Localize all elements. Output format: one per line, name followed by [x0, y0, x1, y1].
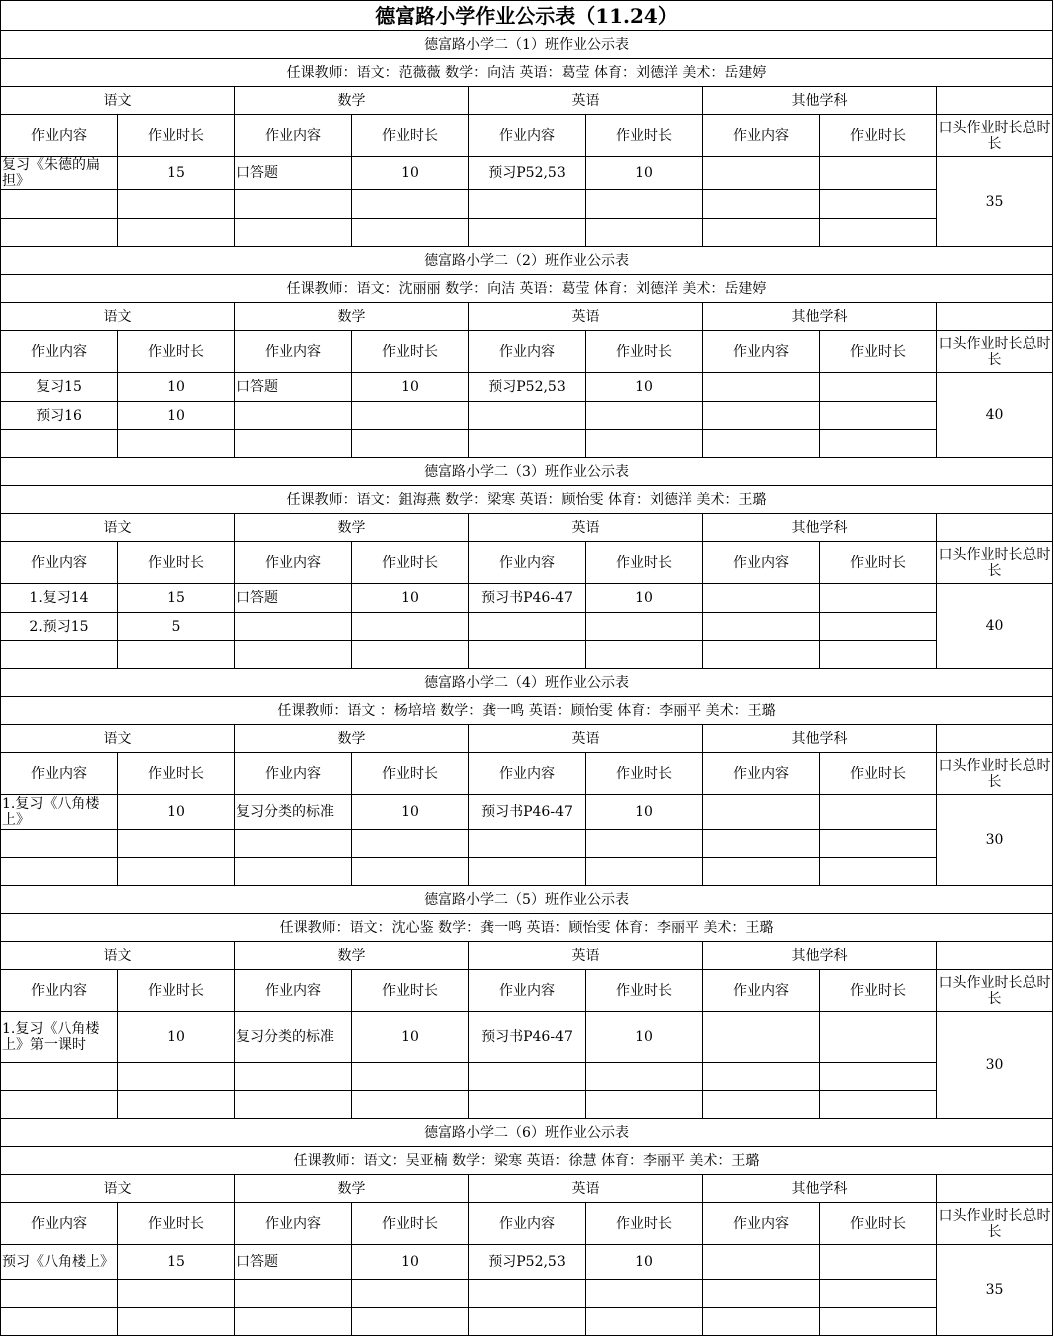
homework-cell [703, 373, 820, 402]
subject-header: 英语 [469, 303, 703, 331]
homework-cell [118, 1091, 235, 1119]
column-header: 作业时长 [352, 753, 469, 795]
homework-cell: 10 [586, 157, 703, 190]
homework-cell [469, 641, 586, 669]
sheet-title: 德富路小学作业公示表（11.24） [1, 1, 1053, 31]
homework-cell [586, 219, 703, 247]
homework-cell [1, 641, 118, 669]
column-header: 作业时长 [586, 753, 703, 795]
subject-header: 语文 [1, 303, 235, 331]
homework-cell: 10 [586, 373, 703, 402]
homework-cell: 口答题 [235, 157, 352, 190]
homework-cell: 预习P52,53 [469, 1245, 586, 1280]
homework-cell [586, 1091, 703, 1119]
homework-row [1, 1245, 1053, 1280]
homework-cell [1, 1280, 118, 1308]
homework-row [1, 219, 1053, 247]
homework-cell [703, 830, 820, 858]
column-header: 作业时长 [586, 1203, 703, 1245]
homework-cell: 预习16 [1, 402, 118, 430]
teachers-row [1, 1147, 1053, 1175]
homework-cell [1, 1308, 118, 1336]
homework-cell [118, 219, 235, 247]
homework-row [1, 430, 1053, 458]
column-header: 作业内容 [469, 1203, 586, 1245]
homework-cell [235, 1308, 352, 1336]
column-header: 作业时长 [586, 331, 703, 373]
homework-cell [352, 1280, 469, 1308]
subject-header: 数学 [235, 1175, 469, 1203]
homework-cell [469, 190, 586, 219]
homework-row [1, 795, 1053, 830]
homework-cell [352, 1063, 469, 1091]
homework-cell: 预习书P46-47 [469, 584, 586, 613]
homework-cell: 1.复习《八角楼上》第一课时 [1, 1012, 118, 1063]
column-header: 作业时长 [586, 970, 703, 1012]
homework-cell [703, 157, 820, 190]
homework-cell [820, 1091, 937, 1119]
homework-cell: 10 [586, 795, 703, 830]
homework-cell [118, 190, 235, 219]
homework-cell: 10 [352, 1012, 469, 1063]
subject-header: 语文 [1, 725, 235, 753]
column-header: 作业时长 [820, 1203, 937, 1245]
class-heading: 德富路小学二（1）班作业公示表 [1, 31, 1053, 59]
column-header: 作业内容 [469, 542, 586, 584]
homework-cell [235, 613, 352, 641]
homework-cell [586, 190, 703, 219]
subject-header: 其他学科 [703, 514, 937, 542]
homework-cell [352, 858, 469, 886]
column-header: 作业内容 [1, 970, 118, 1012]
homework-row [1, 157, 1053, 190]
homework-cell [352, 190, 469, 219]
teachers-row [1, 697, 1053, 725]
homework-cell [820, 641, 937, 669]
column-header: 作业内容 [469, 753, 586, 795]
homework-cell: 预习《八角楼上》 [1, 1245, 118, 1280]
homework-cell [235, 858, 352, 886]
homework-cell [703, 1012, 820, 1063]
column-header-row [1, 753, 1053, 795]
class-heading-row [1, 247, 1053, 275]
column-header: 作业时长 [820, 115, 937, 157]
homework-cell [118, 830, 235, 858]
homework-row [1, 584, 1053, 613]
column-header: 作业内容 [703, 331, 820, 373]
subject-header-blank [937, 514, 1053, 542]
class-heading-row [1, 1119, 1053, 1147]
homework-cell [820, 858, 937, 886]
homework-cell: 预习书P46-47 [469, 795, 586, 830]
homework-cell [469, 830, 586, 858]
homework-cell [1, 219, 118, 247]
homework-cell [820, 584, 937, 613]
subject-header-blank [937, 1175, 1053, 1203]
homework-cell [235, 430, 352, 458]
column-header: 作业时长 [352, 115, 469, 157]
subject-header-blank [937, 87, 1053, 115]
column-header: 作业内容 [235, 753, 352, 795]
homework-cell [820, 1012, 937, 1063]
homework-cell [235, 1280, 352, 1308]
homework-cell [352, 1308, 469, 1336]
homework-cell: 5 [118, 613, 235, 641]
column-header: 作业内容 [1, 753, 118, 795]
column-header: 作业时长 [352, 1203, 469, 1245]
homework-cell [703, 402, 820, 430]
homework-cell [469, 402, 586, 430]
homework-cell [118, 1063, 235, 1091]
homework-cell [820, 402, 937, 430]
oral-total-value: 30 [937, 795, 1053, 886]
column-header: 作业时长 [820, 542, 937, 584]
homework-cell [352, 641, 469, 669]
class-heading: 德富路小学二（4）班作业公示表 [1, 669, 1053, 697]
homework-cell [469, 430, 586, 458]
subject-header: 英语 [469, 87, 703, 115]
teacher-list: 任课教师：语文：沈丽丽 数学：向洁 英语：葛莹 体育：刘德洋 美术：岳建婷 [1, 275, 1053, 303]
homework-row [1, 373, 1053, 402]
column-header: 作业时长 [352, 331, 469, 373]
subject-header: 数学 [235, 725, 469, 753]
subject-header-row [1, 725, 1053, 753]
homework-cell: 10 [586, 584, 703, 613]
homework-cell: 10 [352, 157, 469, 190]
column-header: 作业时长 [118, 331, 235, 373]
homework-cell [820, 613, 937, 641]
homework-cell [1, 1091, 118, 1119]
homework-cell: 10 [118, 373, 235, 402]
oral-total-value: 35 [937, 157, 1053, 247]
homework-cell [820, 190, 937, 219]
column-header: 作业内容 [235, 115, 352, 157]
homework-cell [586, 1063, 703, 1091]
oral-total-header: 口头作业时长总时长 [937, 753, 1053, 795]
homework-cell [118, 1280, 235, 1308]
class-heading-row [1, 886, 1053, 914]
subject-header: 英语 [469, 942, 703, 970]
subject-header-blank [937, 942, 1053, 970]
homework-cell [235, 1091, 352, 1119]
homework-cell [820, 157, 937, 190]
homework-cell [469, 1091, 586, 1119]
homework-cell [820, 795, 937, 830]
homework-row [1, 641, 1053, 669]
subject-header: 数学 [235, 514, 469, 542]
homework-cell [820, 1280, 937, 1308]
oral-total-header: 口头作业时长总时长 [937, 331, 1053, 373]
teachers-row [1, 486, 1053, 514]
subject-header: 英语 [469, 514, 703, 542]
subject-header: 其他学科 [703, 725, 937, 753]
class-heading: 德富路小学二（3）班作业公示表 [1, 458, 1053, 486]
homework-cell [352, 430, 469, 458]
column-header: 作业内容 [703, 970, 820, 1012]
homework-cell: 10 [352, 373, 469, 402]
oral-total-value: 35 [937, 1245, 1053, 1336]
column-header: 作业内容 [1, 542, 118, 584]
homework-cell [235, 219, 352, 247]
subject-header: 其他学科 [703, 1175, 937, 1203]
class-heading-row [1, 458, 1053, 486]
homework-cell [352, 613, 469, 641]
homework-cell: 15 [118, 584, 235, 613]
column-header: 作业内容 [469, 331, 586, 373]
subject-header: 语文 [1, 1175, 235, 1203]
column-header: 作业内容 [703, 115, 820, 157]
homework-cell [469, 219, 586, 247]
subject-header-row [1, 514, 1053, 542]
homework-cell [352, 1091, 469, 1119]
subject-header: 数学 [235, 942, 469, 970]
homework-cell [235, 1063, 352, 1091]
homework-cell: 复习15 [1, 373, 118, 402]
oral-total-header: 口头作业时长总时长 [937, 542, 1053, 584]
homework-cell [703, 1091, 820, 1119]
homework-cell: 10 [118, 1012, 235, 1063]
column-header: 作业内容 [1, 331, 118, 373]
class-heading-row [1, 31, 1053, 59]
column-header: 作业内容 [469, 970, 586, 1012]
class-heading: 德富路小学二（2）班作业公示表 [1, 247, 1053, 275]
column-header: 作业时长 [586, 115, 703, 157]
homework-row [1, 1091, 1053, 1119]
subject-header: 数学 [235, 303, 469, 331]
homework-row [1, 402, 1053, 430]
homework-cell [469, 1308, 586, 1336]
column-header: 作业时长 [118, 970, 235, 1012]
homework-cell [820, 219, 937, 247]
homework-cell [820, 830, 937, 858]
homework-cell [118, 858, 235, 886]
subject-header: 数学 [235, 87, 469, 115]
homework-cell: 15 [118, 1245, 235, 1280]
teachers-row [1, 914, 1053, 942]
homework-cell [703, 190, 820, 219]
column-header-row [1, 115, 1053, 157]
column-header: 作业时长 [352, 542, 469, 584]
homework-cell [703, 858, 820, 886]
class-heading: 德富路小学二（5）班作业公示表 [1, 886, 1053, 914]
homework-cell [820, 430, 937, 458]
subject-header: 语文 [1, 514, 235, 542]
subject-header-row [1, 942, 1053, 970]
homework-cell [703, 1063, 820, 1091]
homework-cell: 复习分类的标准 [235, 1012, 352, 1063]
homework-cell [703, 430, 820, 458]
teacher-list: 任课教师：语文 ：杨培培 数学：龚一鸣 英语：顾怡雯 体育：李丽平 美术：王璐 [1, 697, 1053, 725]
homework-row [1, 1012, 1053, 1063]
homework-cell: 预习P52,53 [469, 373, 586, 402]
homework-cell: 口答题 [235, 584, 352, 613]
column-header: 作业时长 [352, 970, 469, 1012]
homework-cell: 口答题 [235, 1245, 352, 1280]
homework-cell [1, 430, 118, 458]
homework-cell: 预习P52,53 [469, 157, 586, 190]
teachers-row [1, 59, 1053, 87]
homework-cell [820, 1308, 937, 1336]
homework-row [1, 1063, 1053, 1091]
homework-cell [235, 641, 352, 669]
teacher-list: 任课教师：语文：沈心鉴 数学：龚一鸣 英语：顾怡雯 体育：李丽平 美术：王璐 [1, 914, 1053, 942]
homework-cell: 10 [586, 1245, 703, 1280]
homework-cell [469, 613, 586, 641]
subject-header-row [1, 1175, 1053, 1203]
homework-cell [703, 1245, 820, 1280]
column-header: 作业内容 [235, 1203, 352, 1245]
homework-row [1, 1280, 1053, 1308]
homework-cell: 1.复习《八角楼上》 [1, 795, 118, 830]
column-header-row [1, 331, 1053, 373]
subject-header: 英语 [469, 1175, 703, 1203]
homework-cell: 15 [118, 157, 235, 190]
homework-cell: 10 [352, 795, 469, 830]
column-header: 作业时长 [118, 115, 235, 157]
subject-header: 其他学科 [703, 87, 937, 115]
column-header: 作业时长 [118, 753, 235, 795]
oral-total-value: 40 [937, 373, 1053, 458]
homework-cell [586, 402, 703, 430]
homework-cell [586, 613, 703, 641]
homework-cell [118, 430, 235, 458]
subject-header: 语文 [1, 942, 235, 970]
homework-cell [118, 641, 235, 669]
homework-cell [820, 373, 937, 402]
homework-cell: 复习分类的标准 [235, 795, 352, 830]
column-header: 作业内容 [1, 1203, 118, 1245]
homework-cell: 10 [352, 584, 469, 613]
column-header-row [1, 970, 1053, 1012]
homework-cell [352, 219, 469, 247]
column-header: 作业内容 [703, 1203, 820, 1245]
subject-header: 其他学科 [703, 942, 937, 970]
homework-cell [1, 1063, 118, 1091]
homework-cell [586, 830, 703, 858]
subject-header-row [1, 87, 1053, 115]
homework-row [1, 1308, 1053, 1336]
column-header: 作业时长 [820, 331, 937, 373]
oral-total-value: 30 [937, 1012, 1053, 1119]
oral-total-header: 口头作业时长总时长 [937, 1203, 1053, 1245]
homework-cell: 10 [118, 402, 235, 430]
subject-header-blank [937, 725, 1053, 753]
subject-header-blank [937, 303, 1053, 331]
homework-cell [703, 219, 820, 247]
homework-row [1, 858, 1053, 886]
homework-cell [703, 795, 820, 830]
column-header: 作业内容 [235, 542, 352, 584]
column-header-row [1, 542, 1053, 584]
homework-cell [703, 613, 820, 641]
homework-cell [118, 1308, 235, 1336]
homework-cell [469, 1280, 586, 1308]
column-header: 作业内容 [235, 970, 352, 1012]
homework-cell [820, 1245, 937, 1280]
homework-cell [586, 1308, 703, 1336]
homework-cell [352, 402, 469, 430]
homework-cell [235, 190, 352, 219]
homework-cell [586, 1280, 703, 1308]
column-header: 作业内容 [703, 753, 820, 795]
homework-cell: 2.预习15 [1, 613, 118, 641]
column-header: 作业时长 [820, 753, 937, 795]
homework-cell [469, 1063, 586, 1091]
homework-cell: 10 [586, 1012, 703, 1063]
homework-row [1, 190, 1053, 219]
homework-cell [703, 641, 820, 669]
teacher-list: 任课教师：语文：吴亚楠 数学：梁寒 英语：徐慧 体育：李丽平 美术：王璐 [1, 1147, 1053, 1175]
homework-cell: 预习书P46-47 [469, 1012, 586, 1063]
homework-cell: 1.复习14 [1, 584, 118, 613]
homework-cell [352, 830, 469, 858]
column-header: 作业内容 [469, 115, 586, 157]
column-header: 作业内容 [703, 542, 820, 584]
column-header: 作业时长 [118, 1203, 235, 1245]
homework-cell [703, 1308, 820, 1336]
oral-total-header: 口头作业时长总时长 [937, 115, 1053, 157]
column-header: 作业内容 [1, 115, 118, 157]
subject-header: 英语 [469, 725, 703, 753]
homework-cell [469, 858, 586, 886]
homework-cell: 复习《朱德的扁担》 [1, 157, 118, 190]
homework-cell [703, 1280, 820, 1308]
homework-cell: 10 [118, 795, 235, 830]
column-header: 作业时长 [586, 542, 703, 584]
title-row [1, 1, 1053, 31]
teachers-row [1, 275, 1053, 303]
homework-row [1, 830, 1053, 858]
homework-cell [1, 190, 118, 219]
subject-header-row [1, 303, 1053, 331]
oral-total-value: 40 [937, 584, 1053, 669]
column-header: 作业时长 [118, 542, 235, 584]
homework-cell [820, 1063, 937, 1091]
teacher-list: 任课教师：语文：鉏海燕 数学：梁寒 英语：顾怡雯 体育：刘德洋 美术：王璐 [1, 486, 1053, 514]
homework-cell [235, 830, 352, 858]
homework-cell [586, 641, 703, 669]
teacher-list: 任课教师：语文：范薇薇 数学：向洁 英语：葛莹 体育：刘德洋 美术：岳建婷 [1, 59, 1053, 87]
column-header-row [1, 1203, 1053, 1245]
homework-cell [235, 402, 352, 430]
homework-cell [1, 858, 118, 886]
subject-header: 其他学科 [703, 303, 937, 331]
subject-header: 语文 [1, 87, 235, 115]
class-heading: 德富路小学二（6）班作业公示表 [1, 1119, 1053, 1147]
oral-total-header: 口头作业时长总时长 [937, 970, 1053, 1012]
homework-cell: 口答题 [235, 373, 352, 402]
class-heading-row [1, 669, 1053, 697]
homework-cell [586, 858, 703, 886]
homework-row [1, 613, 1053, 641]
column-header: 作业内容 [235, 331, 352, 373]
homework-cell [703, 584, 820, 613]
column-header: 作业时长 [820, 970, 937, 1012]
homework-cell: 10 [352, 1245, 469, 1280]
homework-cell [1, 830, 118, 858]
homework-cell [586, 430, 703, 458]
